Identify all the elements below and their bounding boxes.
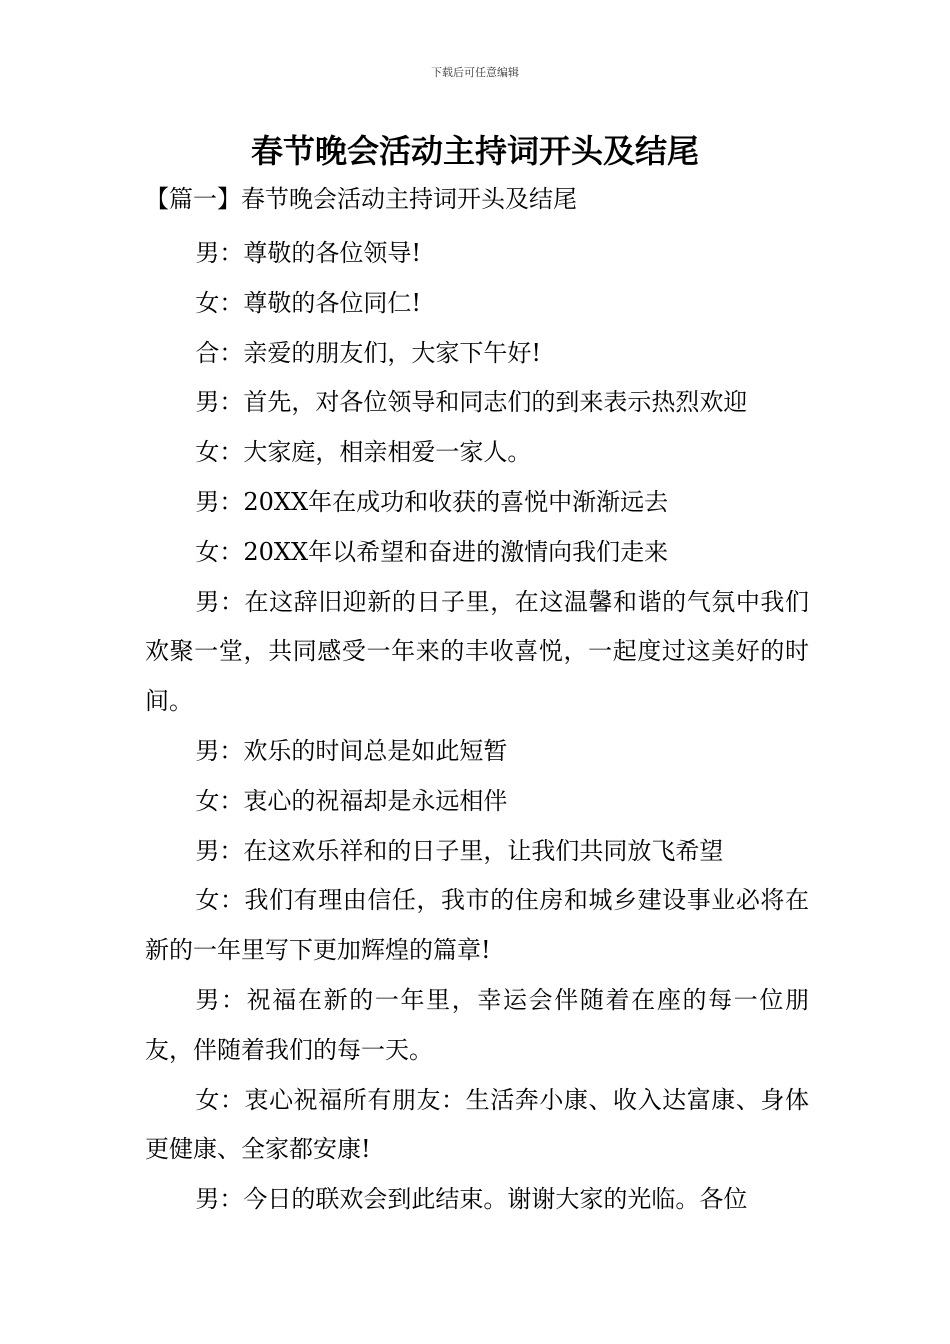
dialogue-line: 女：大家庭，相亲相爱一家人。	[195, 438, 532, 467]
dialogue-line: 男：20XX年在成功和收获的喜悦中渐渐远去	[195, 487, 669, 516]
dialogue-line: 男：尊敬的各位领导!	[195, 239, 422, 267]
dialogue-line: 男：今日的联欢会到此结束。谢谢大家的光临。各位	[195, 1185, 748, 1214]
header-note: 下载后可任意编辑	[431, 66, 519, 79]
document-title: 春节晚会活动主持词开头及结尾	[250, 132, 699, 170]
dialogue-line: 男：在这辞旧迎新的日子里，在这温馨和谐的气氛中我们欢聚一堂，共同感受一年来的丰收喜悦，一起度过这美好的时间。	[145, 587, 809, 716]
dialogue-line: 女：尊敬的各位同仁!	[195, 288, 422, 317]
dialogue-line: 男：首先，对各位领导和同志们的到来表示热烈欢迎	[195, 388, 748, 417]
dialogue-line: 男：祝福在新的一年里，幸运会伴随着在座的每一位朋友，伴随着我们的每一天。	[145, 985, 809, 1064]
dialogue-line: 男：欢乐的时间总是如此短暂	[195, 736, 508, 765]
dialogue-line: 男：在这欢乐祥和的日子里，让我们共同放飞希望	[195, 836, 724, 865]
section-heading: 【篇一】春节晚会活动主持词开头及结尾	[145, 185, 577, 213]
dialogue-line: 合：亲爱的朋友们，大家下午好!	[195, 338, 542, 367]
dialogue-line: 女：20XX年以希望和奋进的激情向我们走来	[195, 537, 669, 566]
dialogue-line: 女：衷心的祝福却是永远相伴	[195, 786, 508, 815]
dialogue-line: 女：衷心祝福所有朋友：生活奔小康、收入达富康、身体更健康、全家都安康!	[145, 1085, 809, 1164]
document-body	[145, 229, 809, 1225]
dialogue-line: 女：我们有理由信任，我市的住房和城乡建设事业必将在新的一年里写下更加辉煌的篇章!	[145, 886, 809, 965]
